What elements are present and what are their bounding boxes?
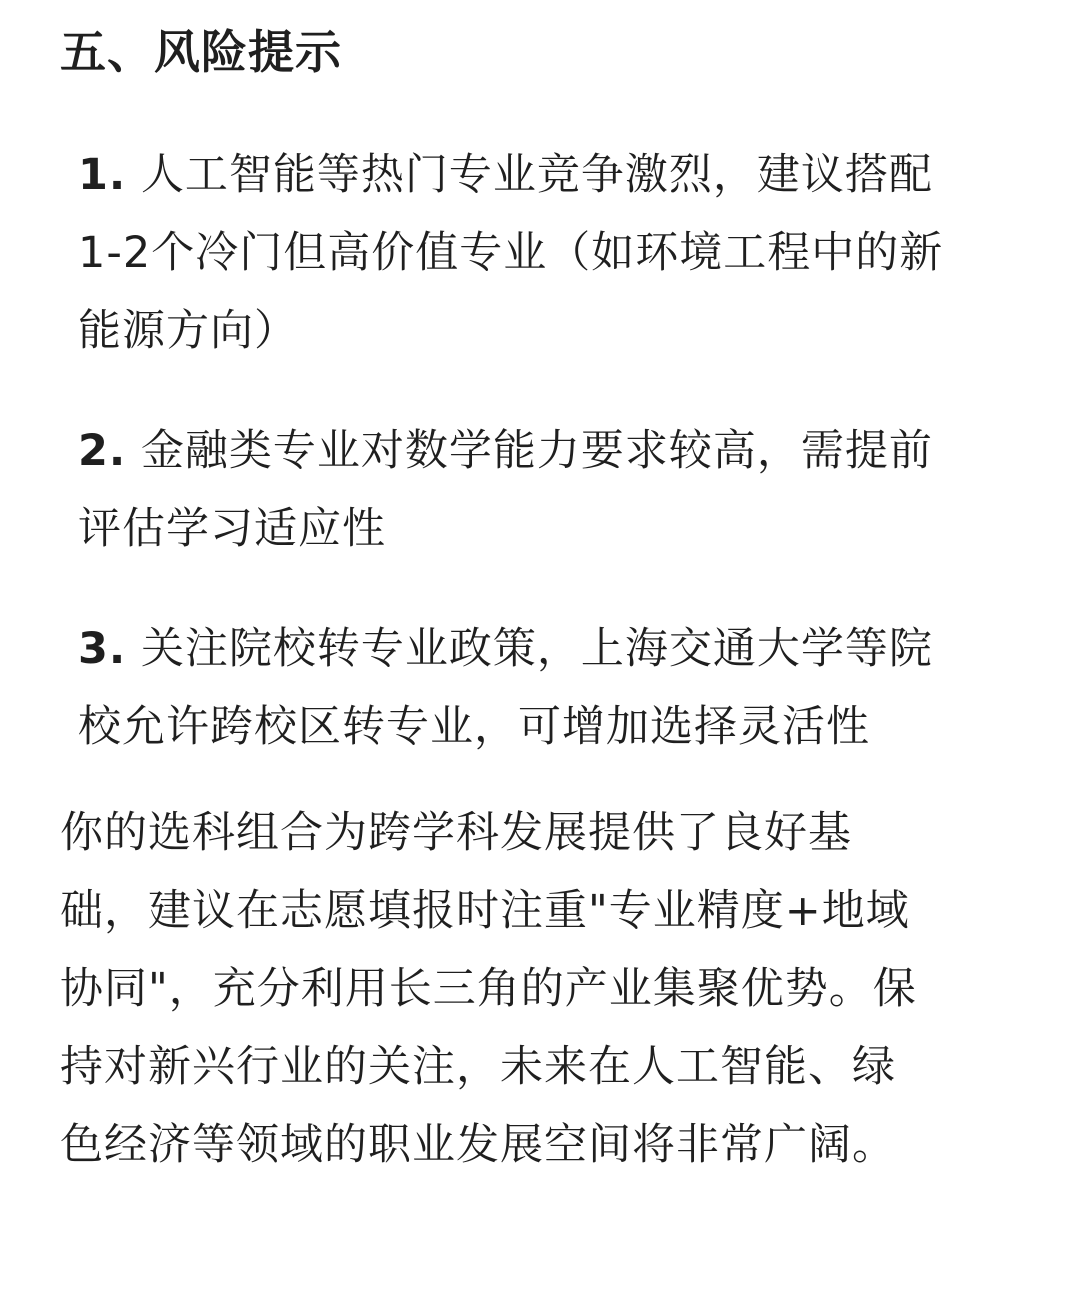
summary-paragraph — [60, 794, 1020, 1184]
risk-item-line — [78, 610, 1028, 688]
risk-item-line: 能源方向） — [78, 306, 298, 356]
risk-item-line: 评估学习适应性 — [78, 504, 386, 554]
risk-item-line: 校允许跨校区转专业，可增加选择灵活性 — [78, 702, 870, 752]
risk-item-number: 1. — [78, 150, 127, 200]
risk-item-text: 关注院校转专业政策，上海交通大学等院 — [140, 624, 933, 674]
risk-item-number: 2. — [78, 426, 127, 476]
risk-item-3 — [78, 610, 1028, 766]
section-heading: 五、风险提示 — [60, 25, 342, 79]
summary-line: 持对新兴行业的关注，未来在人工智能、绿 — [60, 1042, 896, 1092]
risk-item-line — [78, 412, 1028, 490]
summary-line: 协同"，充分利用长三角的产业集聚优势。保 — [60, 964, 917, 1014]
summary-line: 础，建议在志愿填报时注重"专业精度+地域 — [60, 886, 910, 936]
risk-item-line: 1-2个冷门但高价值专业（如环境工程中的新 — [78, 228, 944, 278]
summary-line: 色经济等领域的职业发展空间将非常广阔。 — [60, 1120, 896, 1170]
risk-item-1 — [78, 136, 1028, 370]
risk-item-text: 金融类专业对数学能力要求较高，需提前 — [140, 426, 933, 476]
risk-item-line — [78, 136, 1028, 214]
risk-item-number: 3. — [78, 624, 127, 674]
summary-line: 你的选科组合为跨学科发展提供了良好基 — [60, 808, 852, 858]
risk-list — [78, 136, 1028, 808]
risk-item-text: 人工智能等热门专业竞争激烈，建议搭配 — [140, 150, 933, 200]
risk-item-2 — [78, 412, 1028, 568]
